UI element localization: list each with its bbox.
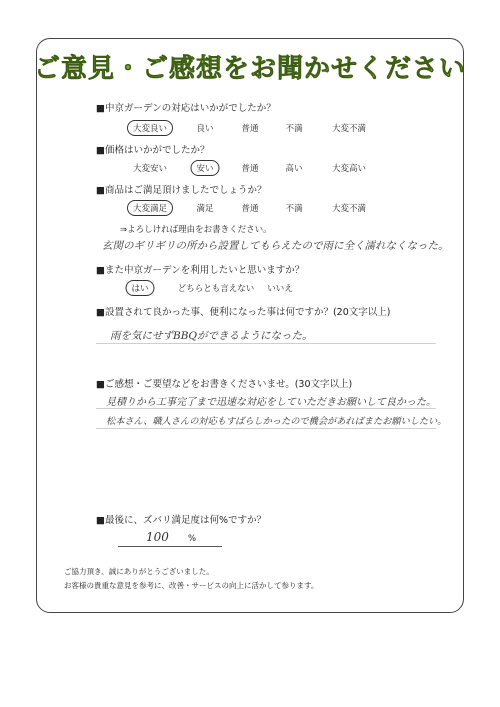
option-service-good[interactable]: 良い xyxy=(196,124,214,134)
footer-note: お客様の貴重な意見を参考に、改善・サービスの向上に活かして参ります。 xyxy=(64,581,319,590)
page-title: ご意見・ご感想をお聞かせください xyxy=(33,54,466,84)
option-price-very-cheap[interactable]: 大変安い xyxy=(132,164,168,174)
answer-line xyxy=(96,428,436,429)
reason-answer[interactable]: 玄関のギリギリの所から設置してもらえたので雨に全く濡れなくなった。 xyxy=(102,240,449,252)
answer-line xyxy=(96,408,436,409)
question-product: ■商品はご満足頂けましたでしょうか？ xyxy=(96,185,267,196)
option-product-very-satisfied[interactable]: 大変満足 xyxy=(127,200,173,216)
option-product-very-dissatisfied[interactable]: 大変不満 xyxy=(331,204,367,214)
answer-line xyxy=(96,343,436,344)
question-satisfaction: ■最後に、ズバリ満足度は何%ですか？ xyxy=(96,515,267,526)
option-product-dissatisfied[interactable]: 不満 xyxy=(285,204,303,214)
option-service-dissatisfied[interactable]: 不満 xyxy=(285,124,303,134)
question-price: ■価格はいかがでしたか？ xyxy=(96,145,210,156)
option-price-cheap[interactable]: 安い xyxy=(190,160,219,176)
option-reuse-neither[interactable]: どちらとも言えない xyxy=(177,284,255,294)
benefits-answer[interactable]: 雨を気にせずBBQができるようになった。 xyxy=(110,330,313,342)
option-price-very-expensive[interactable]: 大変高い xyxy=(331,164,367,174)
option-reuse-yes[interactable]: はい xyxy=(125,280,154,296)
option-price-expensive[interactable]: 高い xyxy=(285,164,303,174)
comments-answer-line2[interactable]: 松本さん、職人さんの対応もすばらしかったので機会があればまたお願いしたい。 xyxy=(106,416,447,427)
footer-thanks: ご協力頂き、誠にありがとうございました。 xyxy=(64,567,214,576)
comments-answer-line1[interactable]: 見積りから工事完了まで迅速な対応をしていただきお願いして良かった。 xyxy=(106,397,436,408)
option-product-normal[interactable]: 普通 xyxy=(241,204,259,214)
option-service-very-good[interactable]: 大変良い xyxy=(127,120,173,136)
satisfaction-underline xyxy=(118,546,222,547)
percent-unit: % xyxy=(188,534,197,544)
reason-prompt: ⇒よろしければ理由をお書きください。 xyxy=(120,225,272,235)
option-service-normal[interactable]: 普通 xyxy=(241,124,259,134)
question-service: ■中京ガーデンの対応はいかがでしたか？ xyxy=(96,103,276,114)
satisfaction-value[interactable]: 100 xyxy=(146,530,169,544)
option-price-normal[interactable]: 普通 xyxy=(241,164,259,174)
question-benefits: ■設置されて良かった事、便利になった事は何ですか？(20文字以上) xyxy=(96,307,391,318)
question-reuse: ■また中京ガーデンを利用したいと思いますか？ xyxy=(96,265,305,276)
option-reuse-no[interactable]: いいえ xyxy=(267,284,293,294)
option-service-very-dissatisfied[interactable]: 大変不満 xyxy=(331,124,367,134)
question-comments: ■ご感想・ご要望などをお書きくださいませ。(30文字以上) xyxy=(96,379,353,390)
option-product-satisfied[interactable]: 満足 xyxy=(196,204,214,214)
